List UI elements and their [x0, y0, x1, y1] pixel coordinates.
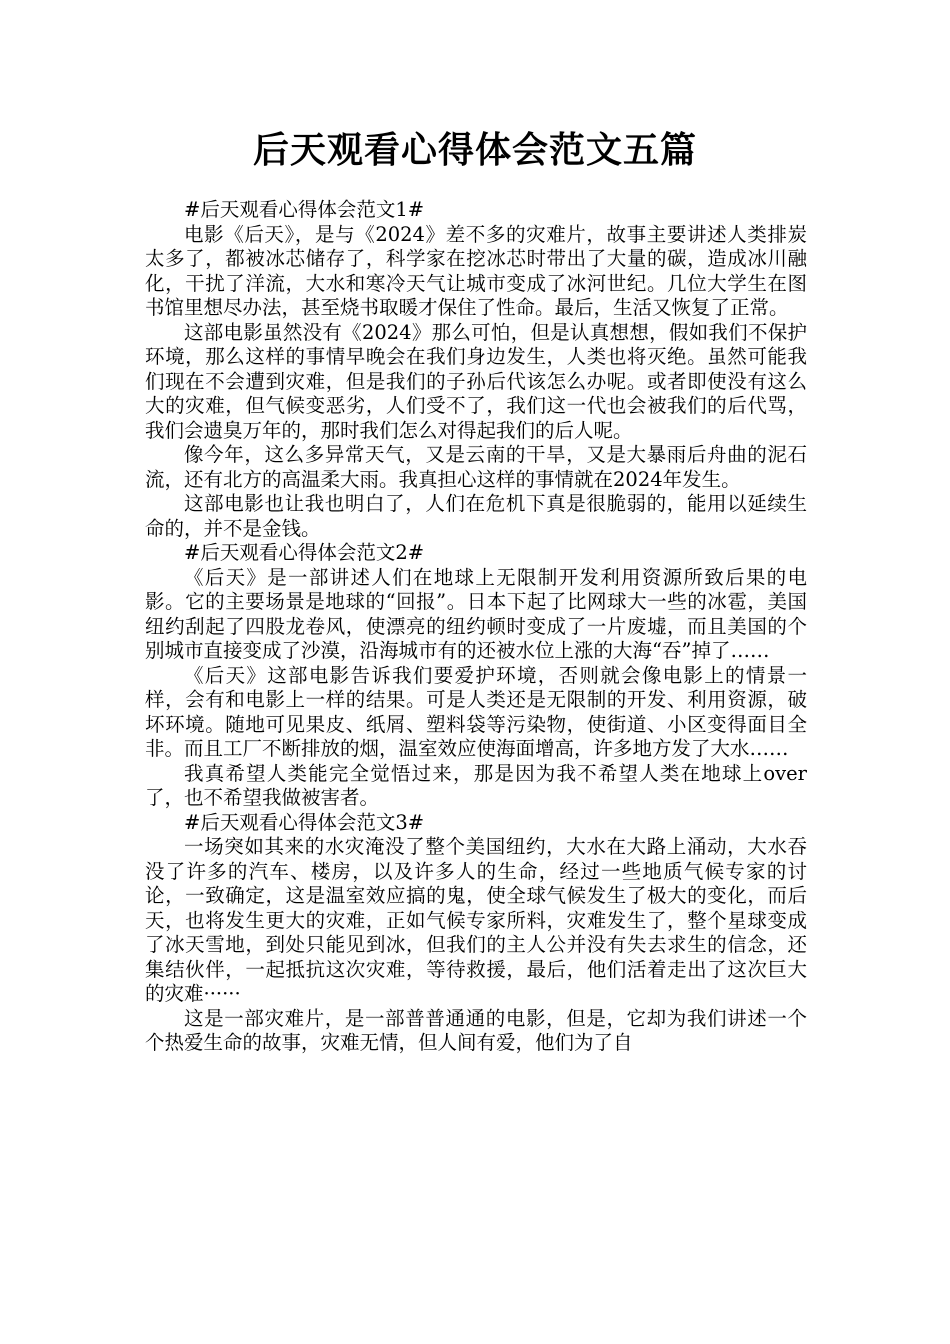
section-heading-3: #后天观看心得体会范文3#: [184, 810, 425, 834]
paragraph: 一场突如其来的水灾淹没了整个美国纽约，大水在大路上涌动，大水吞没了许多的汽车、楼房，以及许多人的生命，经过一些地质气候专家的讨论，一致确定，这是温室效应搞的鬼，使全球气候发生了极大的变化，而后天，也将发生更大的灾难，正如气候专家所料，灾难发生了，整个星球变成了冰天雪地，到处只能见到冰，但我们的主人公并没有失去求生的信念，还集结伙伴，一起抵抗这次灾难，等待救援，最后，他们活着走出了这次巨大的灾难······: [145, 835, 807, 1005]
paragraph: 我真希望人类能完全觉悟过来，那是因为我不希望人类在地球上over了，也不希望我做被害者。: [145, 761, 807, 809]
paragraph: 这部电影虽然没有《2024》那么可怕，但是认真想想，假如我们不保护环境，那么这样的事情早晚会在我们身边发生，人类也将灭绝。虽然可能我们现在不会遭到灾难，但是我们的子孙后代该怎么办呢。或者即使没有这么大的灾难，但气候变恶劣，人们受不了，我们这一代也会被我们的后代骂，我们会遗臭万年的，那时我们怎么对得起我们的后人呢。: [145, 320, 807, 442]
paragraph: 这部电影也让我也明白了，人们在危机下真是很脆弱的，能用以延续生命的，并不是金钱。: [145, 492, 807, 540]
section-heading-2: #后天观看心得体会范文2#: [184, 541, 425, 564]
paragraph: 像今年，这么多异常天气，又是云南的干旱，又是大暴雨后舟曲的泥石流，还有北方的高温柔大雨。我真担心这样的事情就在2024年发生。: [145, 443, 807, 491]
paragraph: 电影《后天》，是与《2024》差不多的灾难片，故事主要讲述人类排炭太多了，都被冰芯储存了，科学家在挖冰芯时带出了大量的碳，造成冰川融化，干扰了洋流，大水和寒冷天气让城市变成了冰河世纪。几位大学生在图书馆里想尽办法，甚至烧书取暖才保住了性命。最后，生活又恢复了正常。: [145, 222, 807, 319]
document-title: 后天观看心得体会范文五篇: [252, 130, 697, 171]
paragraph: 这是一部灾难片，是一部普普通通的电影，但是，它却为我们讲述一个个热爱生命的故事，灾难无情，但人间有爱，他们为了自: [145, 1006, 807, 1054]
paragraph: 《后天》是一部讲述人们在地球上无限制开发利用资源所致后果的电影。它的主要场景是地球的“回报”。日本下起了比网球大一些的冰雹，美国纽约刮起了四股龙卷风，使漂亮的纽约顿时变成了一片废墟，而且美国的个别城市直接变成了沙漠，沿海城市有的还被水位上涨的大海“吞”掉了……: [145, 565, 807, 662]
paragraph: 《后天》这部电影告诉我们要爱护环境，否则就会像电影上的情景一样，会有和电影上一样的结果。可是人类还是无限制的开发、利用资源，破坏环境。随地可见果皮、纸屑、塑料袋等污染物，使街道、小区变得面目全非。而且工厂不断排放的烟，温室效应使海面增高，许多地方发了大水……: [145, 663, 807, 760]
document-body: [145, 198, 807, 1056]
section-heading-1: #后天观看心得体会范文1#: [184, 198, 425, 221]
